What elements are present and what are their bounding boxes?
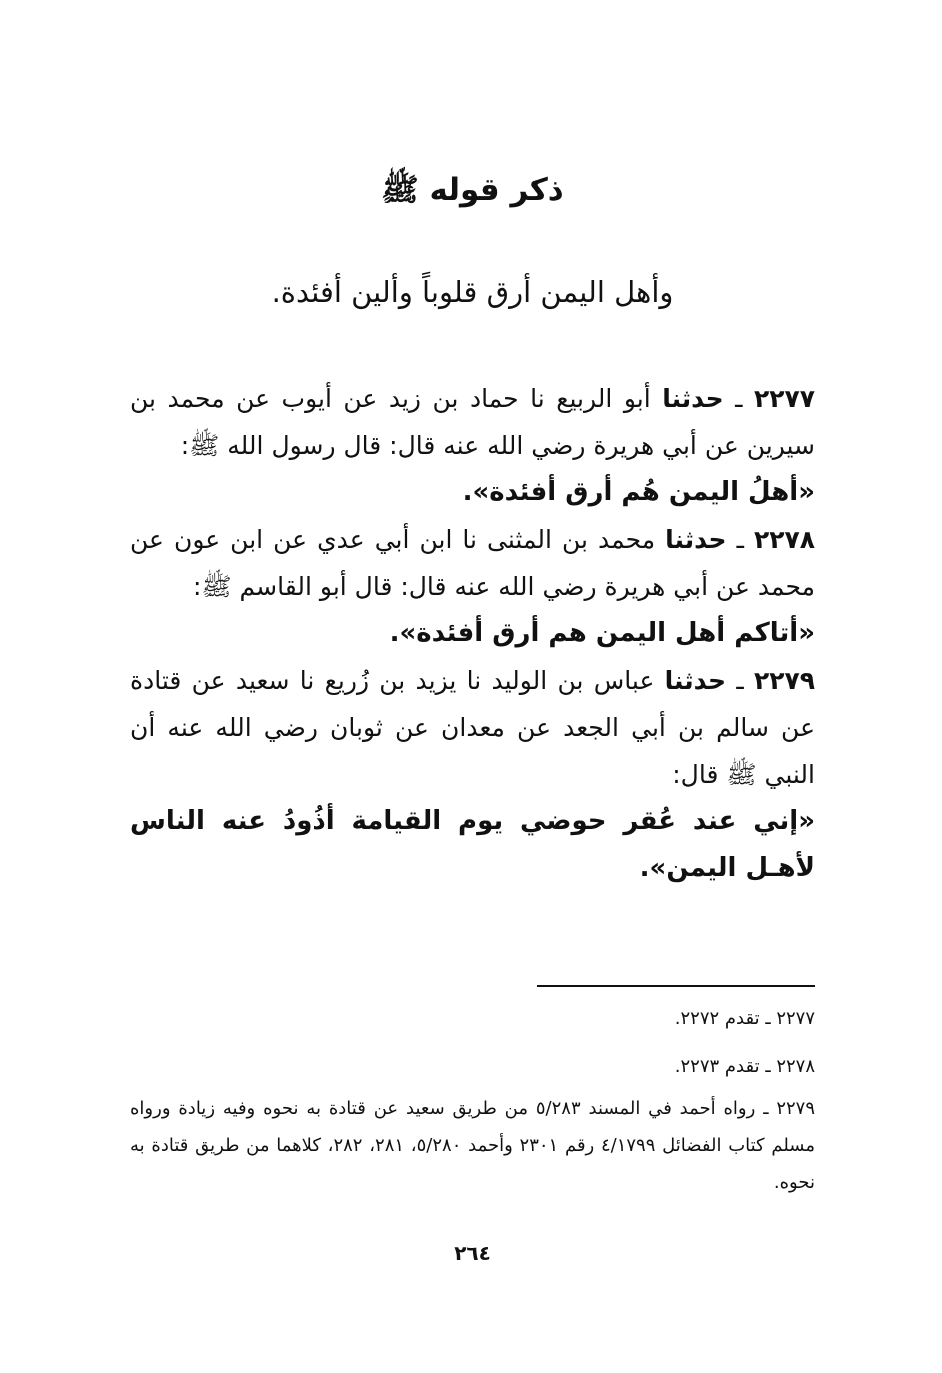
chapter-subtitle: وأهل اليمن أرق قلوباً وألين أفئدة.	[271, 275, 674, 309]
footnote-separator: ـ	[755, 1098, 777, 1119]
footnote-separator: ـ	[759, 1056, 777, 1077]
hadith-quote: «إني عند عُقر حوضي يوم القيامة أذُودُ عنه الناس لأهـل اليمن».	[130, 806, 815, 883]
chapter-title: ذكر قوله ﷺ	[381, 172, 564, 208]
hadith-chain: أبو الربيع نا حماد بن زيد عن أيوب عن محمد بن سيرين عن أبي هريرة رضي الله عنه قال: قال رسول الله ﷺ:	[130, 384, 815, 460]
hadith-number: ٢٢٧٨	[753, 525, 816, 554]
hadith-quote: «أهلُ اليمن هُم أرق أفئدة».	[462, 477, 815, 507]
hadith-list	[130, 375, 815, 892]
footnote-number: ٢٢٧٧	[776, 1008, 815, 1029]
footnote-divider	[537, 985, 815, 987]
page-number: ٢٦٤	[454, 1241, 491, 1265]
footnote-number: ٢٢٧٩	[776, 1098, 816, 1119]
footnote-separator: ـ	[759, 1008, 777, 1029]
hadith-number: ٢٢٧٩	[753, 666, 815, 695]
hadith-separator: ـ	[726, 525, 754, 554]
hadith-chain: محمد بن المثنى نا ابن أبي عدي عن ابن عون عن محمد عن أبي هريرة رضي الله عنه قال: قال أبو القاسم ﷺ:	[130, 525, 815, 601]
hadith-lead: حدثنا	[664, 666, 727, 695]
hadith-separator: ـ	[723, 384, 754, 413]
footnote-number: ٢٢٧٨	[776, 1056, 815, 1077]
hadith-lead: حدثنا	[662, 384, 724, 413]
footnote	[130, 1000, 815, 1038]
hadith-separator: ـ	[726, 666, 754, 695]
book-page	[130, 0, 815, 1373]
hadith-quote: «أتاكم أهل اليمن هم أرق أفئدة».	[389, 618, 815, 648]
hadith-chain: عباس بن الوليد نا يزيد بن زُريع نا سعيد عن قتادة عن سالم بن أبي الجعد عن معدان عن ثوبان رضي الله عنه أن النبي ﷺ قال:	[130, 666, 815, 789]
hadith-entry	[130, 375, 815, 469]
footnote	[130, 1090, 815, 1201]
footnote-text: رواه أحمد في المسند ٥/٢٨٣ من طريق سعيد عن قتادة به نحوه وفيه زيادة ورواه مسلم كتاب الفضائل ٤/١٧٩٩ رقم ٢٣٠١ وأحمد ٥/٢٨٠، ٢٨١، ٢٨٢، كلاهما من طريق قتادة به نحوه.	[130, 1098, 816, 1193]
footnote	[130, 1048, 815, 1086]
hadith-lead: حدثنا	[665, 525, 727, 554]
footnotes	[130, 1000, 815, 1201]
footnote-text: تقدم ٢٢٧٣.	[674, 1056, 760, 1077]
footnote-text: تقدم ٢٢٧٢.	[674, 1008, 760, 1029]
hadith-entry	[130, 657, 815, 798]
hadith-entry	[130, 516, 815, 610]
hadith-number: ٢٢٧٧	[753, 384, 816, 413]
